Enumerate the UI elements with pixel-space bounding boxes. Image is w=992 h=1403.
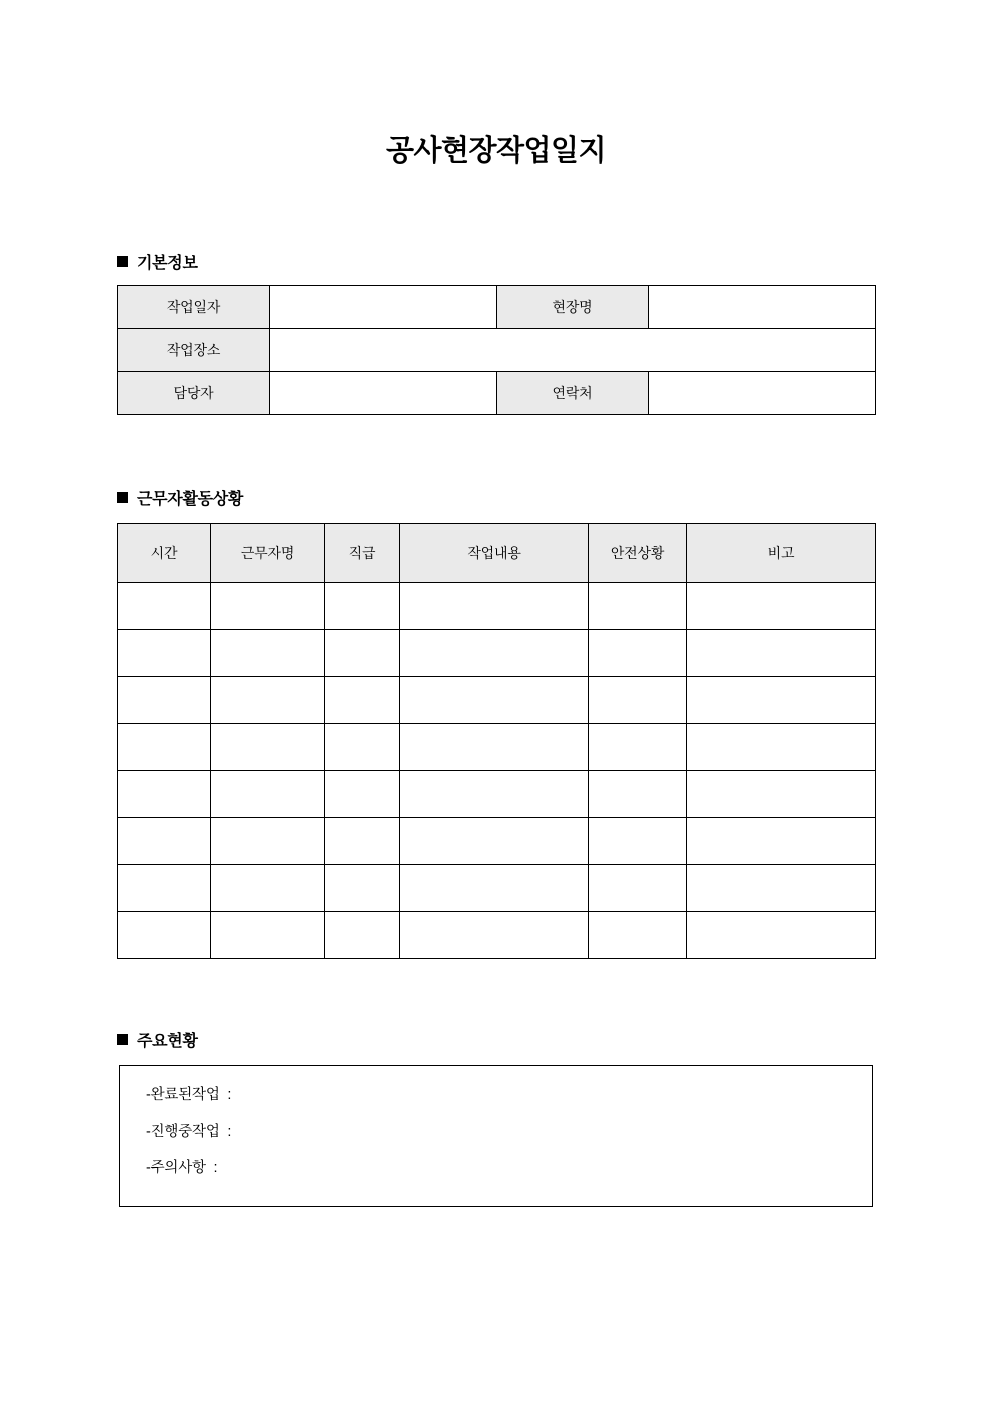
table-row xyxy=(118,286,876,329)
table-cell[interactable] xyxy=(325,818,400,865)
label-work-date: 작업일자 xyxy=(118,286,270,329)
section-heading-label: 근무자활동상황 xyxy=(137,491,244,508)
table-cell[interactable] xyxy=(400,630,589,677)
field-work-location[interactable] xyxy=(270,329,876,372)
square-bullet-icon xyxy=(117,256,128,267)
table-cell[interactable] xyxy=(589,583,687,630)
section-heading-label: 주요현황 xyxy=(137,1033,198,1050)
column-header-safety-status: 안전상황 xyxy=(589,524,687,583)
column-header-work-content: 작업내용 xyxy=(400,524,589,583)
table-cell[interactable] xyxy=(325,912,400,959)
section-heading-basic-info xyxy=(117,250,198,273)
table-cell[interactable] xyxy=(687,818,876,865)
table-cell[interactable] xyxy=(400,912,589,959)
page-title: 공사현장작업일지 xyxy=(385,135,607,167)
table-row xyxy=(118,583,876,630)
label-site-name: 현장명 xyxy=(497,286,649,329)
section-heading-key-status xyxy=(117,1028,198,1051)
section-heading-worker-activity xyxy=(117,486,243,509)
table-cell[interactable] xyxy=(400,583,589,630)
field-person-in-charge[interactable] xyxy=(270,372,497,415)
table-cell[interactable] xyxy=(211,865,325,912)
table-cell[interactable] xyxy=(211,583,325,630)
basic-info-table xyxy=(117,285,876,415)
label-work-location: 작업장소 xyxy=(118,329,270,372)
table-cell[interactable] xyxy=(589,818,687,865)
table-cell[interactable] xyxy=(400,818,589,865)
table-cell[interactable] xyxy=(400,677,589,724)
table-cell[interactable] xyxy=(589,677,687,724)
section-heading-label: 기본정보 xyxy=(137,255,198,272)
table-header-row xyxy=(118,524,876,583)
table-cell[interactable] xyxy=(325,677,400,724)
table-cell[interactable] xyxy=(211,818,325,865)
table-row xyxy=(118,329,876,372)
square-bullet-icon xyxy=(117,492,128,503)
table-cell[interactable] xyxy=(325,771,400,818)
table-cell[interactable] xyxy=(589,912,687,959)
column-header-time: 시간 xyxy=(118,524,211,583)
table-row xyxy=(118,912,876,959)
table-row xyxy=(118,771,876,818)
table-row xyxy=(118,724,876,771)
table-cell[interactable] xyxy=(118,677,211,724)
table-row xyxy=(118,630,876,677)
key-status-line-ongoing-work: -진행중작업 : xyxy=(146,1123,232,1140)
table-cell[interactable] xyxy=(325,583,400,630)
table-row xyxy=(118,372,876,415)
table-cell[interactable] xyxy=(118,583,211,630)
table-row xyxy=(118,865,876,912)
table-cell[interactable] xyxy=(400,724,589,771)
table-cell[interactable] xyxy=(687,865,876,912)
field-site-name[interactable] xyxy=(649,286,876,329)
key-status-box[interactable] xyxy=(119,1065,873,1207)
key-status-line-completed-work: -완료된작업 : xyxy=(146,1087,232,1103)
label-contact: 연락처 xyxy=(497,372,649,415)
table-cell[interactable] xyxy=(211,771,325,818)
table-cell[interactable] xyxy=(687,677,876,724)
field-work-date[interactable] xyxy=(270,286,497,329)
column-header-position: 직급 xyxy=(325,524,400,583)
column-header-worker-name: 근무자명 xyxy=(211,524,325,583)
table-cell[interactable] xyxy=(118,865,211,912)
table-cell[interactable] xyxy=(687,771,876,818)
table-cell[interactable] xyxy=(118,818,211,865)
key-status-line-precautions: -주의사항 : xyxy=(146,1160,218,1176)
table-cell[interactable] xyxy=(118,630,211,677)
table-cell[interactable] xyxy=(687,724,876,771)
square-bullet-icon xyxy=(117,1034,128,1045)
table-cell[interactable] xyxy=(589,865,687,912)
worker-activity-table xyxy=(117,523,876,959)
table-cell[interactable] xyxy=(211,724,325,771)
table-row xyxy=(118,677,876,724)
table-cell[interactable] xyxy=(400,771,589,818)
table-cell[interactable] xyxy=(118,724,211,771)
table-cell[interactable] xyxy=(211,677,325,724)
table-cell[interactable] xyxy=(211,630,325,677)
table-cell[interactable] xyxy=(211,912,325,959)
table-cell[interactable] xyxy=(589,630,687,677)
table-cell[interactable] xyxy=(589,724,687,771)
table-row xyxy=(118,818,876,865)
table-cell[interactable] xyxy=(325,865,400,912)
table-cell[interactable] xyxy=(687,630,876,677)
label-person-in-charge: 담당자 xyxy=(118,372,270,415)
table-cell[interactable] xyxy=(325,630,400,677)
table-cell[interactable] xyxy=(400,865,589,912)
table-cell[interactable] xyxy=(687,583,876,630)
table-cell[interactable] xyxy=(118,771,211,818)
field-contact[interactable] xyxy=(649,372,876,415)
table-cell[interactable] xyxy=(687,912,876,959)
table-cell[interactable] xyxy=(589,771,687,818)
table-cell[interactable] xyxy=(118,912,211,959)
column-header-remarks: 비고 xyxy=(687,524,876,583)
table-cell[interactable] xyxy=(325,724,400,771)
